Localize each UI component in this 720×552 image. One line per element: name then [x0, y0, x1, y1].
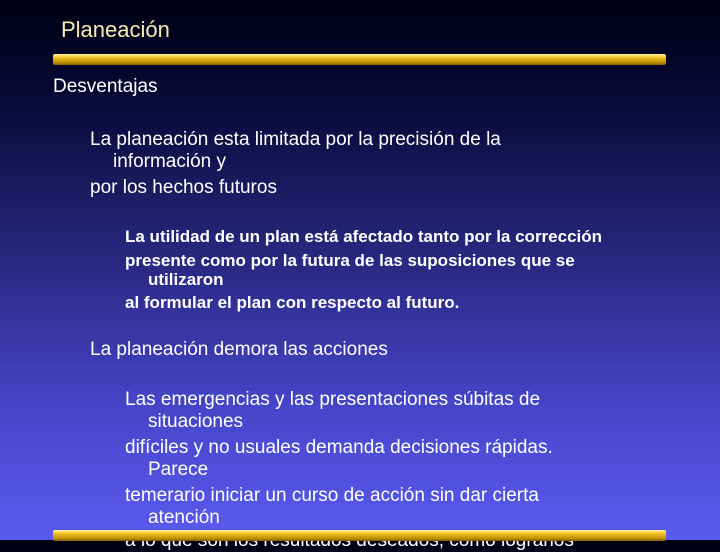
point-1-line-3: por los hechos futuros	[90, 177, 277, 198]
point-2-detail-line-4: Parece	[148, 459, 209, 480]
point-2-detail-line-1: Las emergencias y las presentaciones súbitas de	[125, 389, 541, 410]
point-2-detail-line-2: situaciones	[148, 411, 244, 432]
point-1-detail-line-4: al formular el plan con respecto al futuro.	[125, 293, 460, 312]
point-2-detail-line-5: temerario iniciar un curso de acción sin dar cierta	[125, 485, 539, 506]
point-2-line-1: La planeación demora las acciones	[90, 339, 388, 360]
section-heading: Desventajas	[53, 76, 158, 97]
slide-title: Planeación	[61, 17, 170, 42]
point-1-detail-line-2: presente como por la futura de las suposiciones que se	[125, 251, 575, 270]
point-1-detail-line-3: utilizaron	[148, 270, 224, 289]
point-1-line-1: La planeación esta limitada por la precisión de la	[90, 129, 501, 150]
point-1-detail-line-1: La utilidad de un plan está afectado tanto por la corrección	[125, 227, 603, 246]
title-divider	[53, 54, 666, 65]
point-2-detail-line-3: difíciles y no usuales demanda decisiones rápidas.	[125, 437, 553, 458]
point-2-detail-line-6: atención	[148, 507, 220, 528]
bottom-divider	[53, 530, 666, 541]
point-1-line-2: información y	[113, 151, 226, 172]
